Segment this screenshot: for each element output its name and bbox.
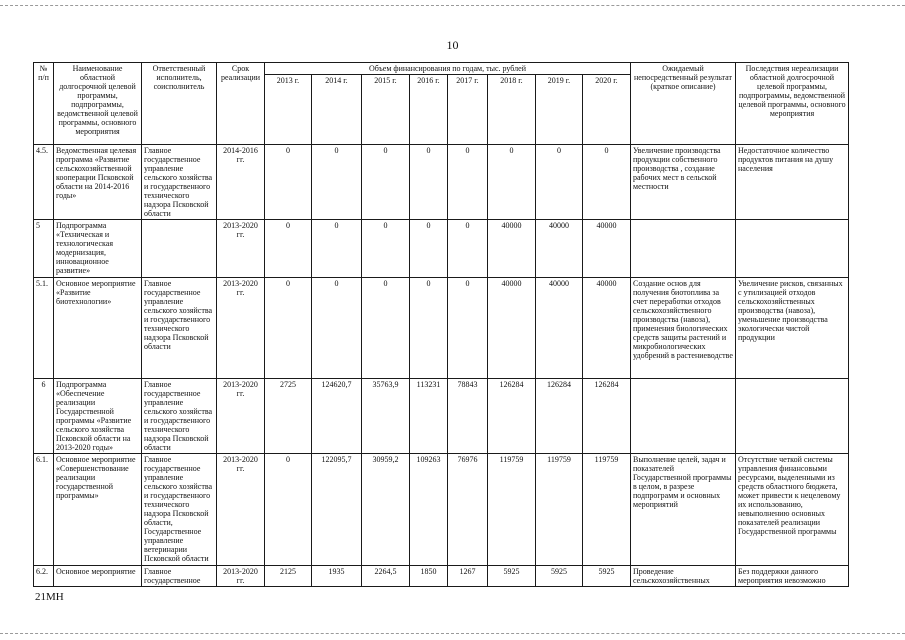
row-value: 0 <box>448 220 488 278</box>
row-value: 78843 <box>448 379 488 454</box>
row-value: 0 <box>265 145 312 220</box>
row-num: 6.2. <box>34 566 54 587</box>
row-term: 2013-2020 гг. <box>217 566 265 587</box>
header-year: 2020 г. <box>583 75 631 145</box>
header-result: Ожидаемый непосредственный результат (краткое описание) <box>631 63 736 145</box>
table-row <box>34 454 849 566</box>
row-value: 1850 <box>410 566 448 587</box>
row-result <box>631 220 736 278</box>
table-row <box>34 220 849 278</box>
header-responsible: Ответственный исполнитель, соисполнитель <box>142 63 217 145</box>
row-value: 124620,7 <box>312 379 362 454</box>
row-value: 0 <box>312 278 362 379</box>
scan-top-border <box>0 5 905 6</box>
row-value: 119759 <box>536 454 583 566</box>
row-value: 0 <box>410 220 448 278</box>
row-value: 0 <box>583 145 631 220</box>
row-value: 109263 <box>410 454 448 566</box>
row-term: 2013-2020 гг. <box>217 379 265 454</box>
row-value: 0 <box>312 145 362 220</box>
row-value: 126284 <box>536 379 583 454</box>
row-value: 40000 <box>583 278 631 379</box>
row-name: Основное мероприятие <box>54 566 142 587</box>
row-value: 40000 <box>536 220 583 278</box>
row-num: 5 <box>34 220 54 278</box>
header-financing: Объем финансирования по годам, тыс. рублей <box>265 63 631 75</box>
row-value: 126284 <box>488 379 536 454</box>
row-responsible: Главное государственное управление сельского хозяйства и государственного технического надзора Псковской области <box>142 278 217 379</box>
header-term: Срок реализации <box>217 63 265 145</box>
row-name: Основное мероприятие «Совершенствование реализации государственной программы» <box>54 454 142 566</box>
row-value: 5925 <box>583 566 631 587</box>
row-value: 126284 <box>583 379 631 454</box>
row-value: 119759 <box>583 454 631 566</box>
row-value: 0 <box>536 145 583 220</box>
row-num: 4.5. <box>34 145 54 220</box>
row-value: 30959,2 <box>362 454 410 566</box>
row-value: 119759 <box>488 454 536 566</box>
row-term: 2013-2020 гг. <box>217 454 265 566</box>
row-value: 0 <box>448 278 488 379</box>
row-name: Основное мероприятие «Развитие биотехнологии» <box>54 278 142 379</box>
row-value: 0 <box>362 220 410 278</box>
row-num: 6.1. <box>34 454 54 566</box>
row-name: Ведомственная целевая программа «Развитие сельскохозяйственной кооперации Псковской области на 2014-2016 годы» <box>54 145 142 220</box>
row-value: 0 <box>410 278 448 379</box>
row-consequences: Без поддержки данного мероприятия невозможно <box>736 566 849 587</box>
row-consequences <box>736 220 849 278</box>
row-result: Создание основ для получения биотоплива за счет переработки отходов сельскохозяйственного производства (навоза), применения биологических средств защиты растений и микробиологических удобрений в растениеводстве <box>631 278 736 379</box>
row-responsible <box>142 220 217 278</box>
row-value: 5925 <box>536 566 583 587</box>
row-value: 0 <box>362 278 410 379</box>
header-year: 2017 г. <box>448 75 488 145</box>
header-year: 2019 г. <box>536 75 583 145</box>
row-name: Подпрограмма «Обеспечение реализации Государственной программы «Развитие сельского хозяйства Псковской области на 2013-2020 годы» <box>54 379 142 454</box>
header-year: 2015 г. <box>362 75 410 145</box>
row-responsible: Главное государственное <box>142 566 217 587</box>
row-result: Увеличение производства продукции собственного производства , создание рабочих мест в сельской местности <box>631 145 736 220</box>
row-value: 40000 <box>488 278 536 379</box>
header-year: 2014 г. <box>312 75 362 145</box>
row-value: 122095,7 <box>312 454 362 566</box>
row-value: 76976 <box>448 454 488 566</box>
table-row <box>34 379 849 454</box>
row-value: 0 <box>362 145 410 220</box>
table-row <box>34 278 849 379</box>
row-value: 5925 <box>488 566 536 587</box>
row-value: 40000 <box>536 278 583 379</box>
row-value: 0 <box>265 278 312 379</box>
row-consequences: Увеличение рисков, связанных с утилизацией отходов сельскохозяйственных производства (навоза), уменьшение производства экологически чистой продукции <box>736 278 849 379</box>
row-num: 6 <box>34 379 54 454</box>
header-year: 2018 г. <box>488 75 536 145</box>
header-name: Наименование областной долгосрочной целевой программы, подпрограммы, ведомственной целевой программы, основного мероприятия <box>54 63 142 145</box>
scan-bottom-border <box>0 633 905 634</box>
row-term: 2013-2020 гг. <box>217 220 265 278</box>
row-value: 1267 <box>448 566 488 587</box>
row-value: 0 <box>410 145 448 220</box>
row-value: 2125 <box>265 566 312 587</box>
row-value: 1935 <box>312 566 362 587</box>
row-value: 40000 <box>583 220 631 278</box>
row-value: 0 <box>312 220 362 278</box>
header-num: № п/п <box>34 63 54 145</box>
table-row <box>34 566 849 587</box>
row-value: 113231 <box>410 379 448 454</box>
row-consequences: Недостаточное количество продуктов питания на душу населения <box>736 145 849 220</box>
row-consequences <box>736 379 849 454</box>
row-responsible: Главное государственное управление сельского хозяйства и государственного технического надзора Псковской области, Государственное управление ветеринарии Псковской области <box>142 454 217 566</box>
header-year: 2016 г. <box>410 75 448 145</box>
row-value: 35763,9 <box>362 379 410 454</box>
row-name: Подпрограмма «Техническая и технологическая модернизация, инновационное развитие» <box>54 220 142 278</box>
header-row <box>34 63 849 75</box>
row-consequences: Отсутствие четкой системы управления финансовыми ресурсами, выделенными из средств областного бюджета, может привести к нецелевому их использованию, невыполнению основных показателей реализации Государственной программы <box>736 454 849 566</box>
header-consequences: Последствия нереализации областной долгосрочной целевой программы, подпрограммы, ведомственной целевой программы, основного мероприятия <box>736 63 849 145</box>
page-number: 10 <box>446 38 459 52</box>
row-value: 0 <box>488 145 536 220</box>
row-term: 2014-2016 гг. <box>217 145 265 220</box>
row-value: 2725 <box>265 379 312 454</box>
row-result <box>631 379 736 454</box>
row-result: Проведение сельскохозяйственных <box>631 566 736 587</box>
row-value: 2264,5 <box>362 566 410 587</box>
row-term: 2013-2020 гг. <box>217 278 265 379</box>
row-value: 0 <box>448 145 488 220</box>
row-num: 5.1. <box>34 278 54 379</box>
row-responsible: Главное государственное управление сельского хозяйства и государственного технического надзора Псковской области <box>142 145 217 220</box>
row-result: Выполнение целей, задач и показателей Государственной программы в целом, в разрезе подпрограмм и основных мероприятий <box>631 454 736 566</box>
row-value: 40000 <box>488 220 536 278</box>
financing-table <box>33 62 849 587</box>
footer-code: 21МН <box>35 591 64 603</box>
table-row <box>34 145 849 220</box>
row-value: 0 <box>265 454 312 566</box>
row-responsible: Главное государственное управление сельского хозяйства и государственного технического надзора Псковской области <box>142 379 217 454</box>
header-year: 2013 г. <box>265 75 312 145</box>
row-value: 0 <box>265 220 312 278</box>
